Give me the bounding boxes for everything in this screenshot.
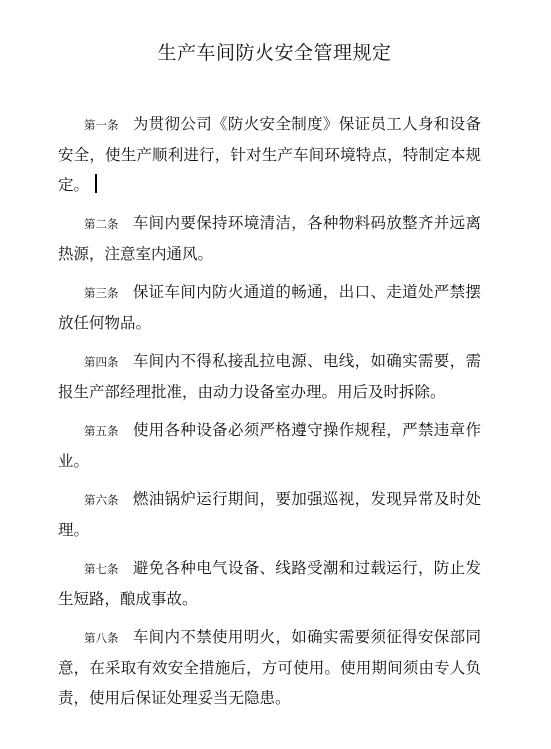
article-text: 使用各种设备必须严格遵守操作规程，严禁违章作业。: [58, 421, 481, 470]
article-4: [58, 346, 481, 407]
article-number: 第二条: [84, 217, 119, 231]
article-text: 车间内不禁使用明火，如确实需要须征得安保部同意，在采取有效安全措施后，方可使用。使用期间须由专人负责，使用后保证处理妥当无隐患。: [58, 628, 481, 707]
article-number: 第一条: [84, 118, 119, 132]
article-5: [58, 415, 481, 476]
article-text: 保证车间内防火通道的畅通，出口、走道处严禁摆放任何物品。: [58, 283, 481, 332]
article-1: [58, 109, 481, 200]
text-cursor: [95, 174, 97, 193]
article-2: [58, 208, 481, 269]
article-text: 燃油锅炉运行期间，要加强巡视，发现异常及时处理。: [58, 490, 481, 539]
article-number: 第八条: [84, 631, 119, 645]
article-number: 第三条: [84, 286, 119, 300]
article-text: 为贯彻公司《防火安全制度》保证员工人身和设备安全，使生产顺利进行，针对生产车间环境特点，特制定本规定。: [58, 115, 481, 194]
article-text: 车间内要保持环境清洁，各种物料码放整齐并远离热源，注意室内通风。: [58, 214, 481, 263]
article-6: [58, 484, 481, 545]
document-title: 生产车间防火安全管理规定: [157, 42, 392, 64]
article-text: 避免各种电气设备、线路受潮和过载运行，防止发生短路，酿成事故。: [58, 559, 481, 608]
article-number: 第七条: [84, 562, 119, 576]
article-number: 第四条: [84, 355, 119, 369]
article-7: [58, 553, 481, 614]
article-text: 车间内不得私接乱拉电源、电线，如确实需要，需报生产部经理批准，由动力设备室办理。用后及时拆除。: [58, 352, 481, 401]
article-number: 第五条: [84, 424, 119, 438]
article-8: [58, 622, 481, 713]
article-3: [58, 277, 481, 338]
article-number: 第六条: [84, 493, 119, 507]
